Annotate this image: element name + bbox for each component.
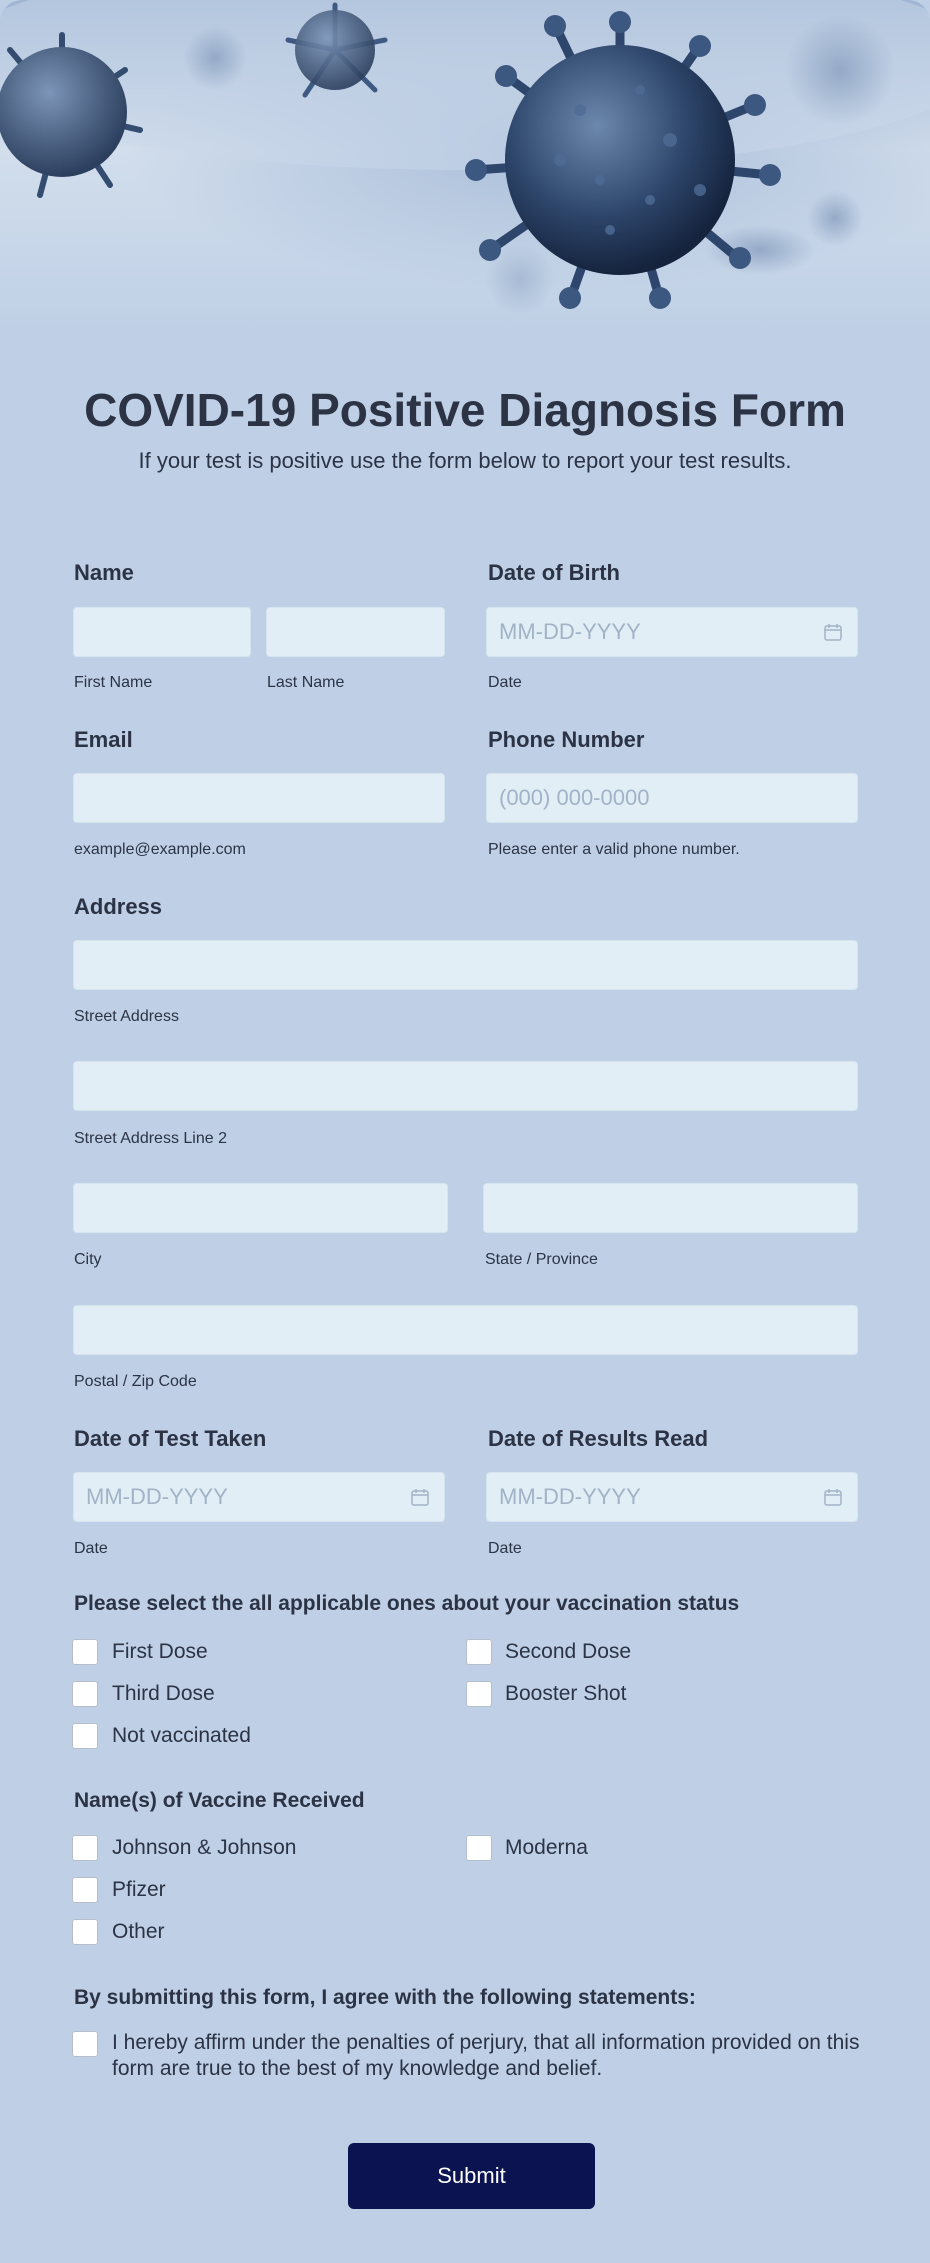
email-input[interactable] [73,773,445,823]
test-date-input[interactable] [73,1472,445,1522]
dob-label: Date of Birth [488,560,620,585]
checkbox-moderna[interactable] [466,1835,492,1861]
city-input[interactable] [73,1183,448,1233]
calendar-icon[interactable] [823,622,843,642]
option-other[interactable]: Other [112,1920,165,1943]
agreement-label: By submitting this form, I agree with the following statements: [74,1986,696,2009]
option-johnson-johnson[interactable]: Johnson & Johnson [112,1836,297,1859]
calendar-icon[interactable] [410,1487,430,1507]
last-name-input[interactable] [266,607,445,657]
address-label: Address [74,894,163,919]
vaccine-names-label: Name(s) of Vaccine Received [74,1789,365,1812]
state-input[interactable] [483,1183,858,1233]
street-address-line2-input[interactable] [73,1061,858,1111]
vaccination-status-label: Please select the all applicable ones about your vaccination status [74,1592,740,1615]
option-second-dose[interactable]: Second Dose [505,1640,632,1663]
checkbox-not-vaccinated[interactable] [72,1723,98,1749]
checkbox-affirm[interactable] [72,2031,98,2057]
form-subtitle: If your test is positive use the form below to report your test results. [138,448,792,473]
first-name-sublabel: First Name [74,674,153,691]
email-sublabel: example@example.com [74,841,246,858]
results-date-input[interactable] [486,1472,858,1522]
checkbox-second-dose[interactable] [466,1639,492,1665]
form-title: COVID-19 Positive Diagnosis Form [84,384,846,436]
test-date-sublabel: Date [74,1540,108,1557]
results-date-sublabel: Date [488,1540,522,1557]
virus-header-image [0,0,930,330]
dob-sublabel: Date [488,674,522,691]
option-not-vaccinated[interactable]: Not vaccinated [112,1724,251,1747]
last-name-sublabel: Last Name [267,674,345,691]
street-address-input[interactable] [73,940,858,990]
option-booster-shot[interactable]: Booster Shot [505,1682,627,1705]
zip-sublabel: Postal / Zip Code [74,1373,197,1390]
option-third-dose[interactable]: Third Dose [112,1682,215,1705]
submit-button[interactable]: Submit [348,2143,595,2209]
first-name-input[interactable] [73,607,251,657]
dob-input[interactable] [486,607,858,657]
phone-input[interactable] [486,773,858,823]
results-date-label: Date of Results Read [488,1426,709,1451]
checkbox-other[interactable] [72,1919,98,1945]
zip-input[interactable] [73,1305,858,1355]
city-sublabel: City [74,1251,102,1268]
checkbox-pfizer[interactable] [72,1877,98,1903]
option-pfizer[interactable]: Pfizer [112,1878,166,1901]
virus-illustration [0,0,930,330]
option-first-dose[interactable]: First Dose [112,1640,208,1663]
phone-sublabel: Please enter a valid phone number. [488,841,740,858]
affirm-statement[interactable]: I hereby affirm under the penalties of perjury, that all information provided on this form are true to the best of my knowledge and belief. [112,2031,860,2080]
test-date-label: Date of Test Taken [74,1426,267,1451]
checkbox-first-dose[interactable] [72,1639,98,1665]
option-moderna[interactable]: Moderna [505,1836,588,1859]
street-address-line2-sublabel: Street Address Line 2 [74,1130,227,1147]
checkbox-johnson-johnson[interactable] [72,1835,98,1861]
checkbox-booster-shot[interactable] [466,1681,492,1707]
street-address-sublabel: Street Address [74,1008,179,1025]
calendar-icon[interactable] [823,1487,843,1507]
phone-label: Phone Number [488,727,645,752]
state-sublabel: State / Province [485,1251,598,1268]
checkbox-third-dose[interactable] [72,1681,98,1707]
name-label: Name [74,560,134,585]
email-label: Email [74,727,133,752]
